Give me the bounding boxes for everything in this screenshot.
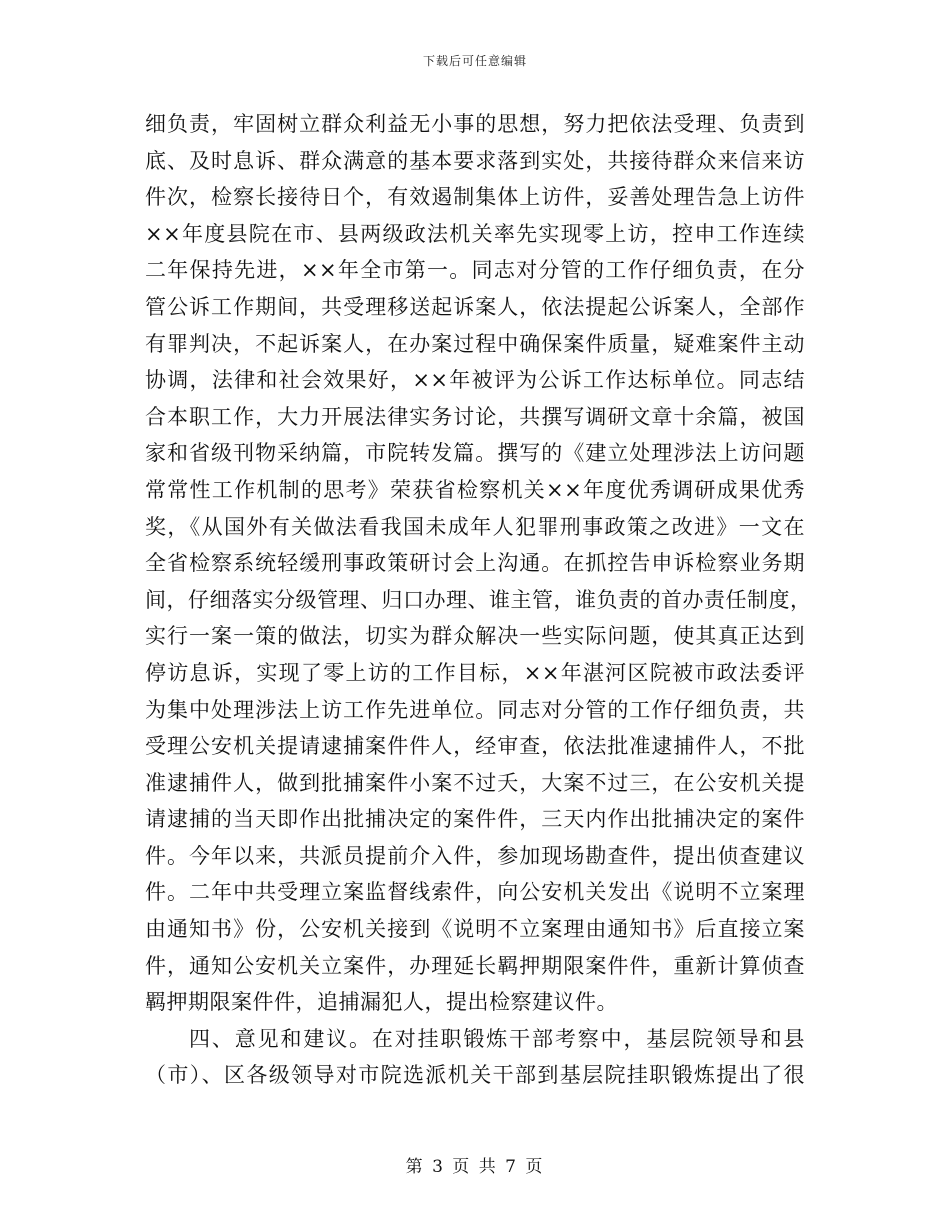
text-line: 有罪判决，不起诉案人，在办案过程中确保案件质量，疑难案件主动	[145, 331, 805, 356]
text-line: 底、及时息诉、群众满意的基本要求落到实处，共接待群众来信来访	[145, 148, 805, 173]
page-number: 第 3 页 共 7 页	[405, 1157, 545, 1177]
text-line: 实行一案一策的做法，切实为群众解决一些实际问题，使其真正达到	[145, 624, 805, 649]
text-line: 四、意见和建议。在对挂职锻炼干部考察中，基层院领导和县	[189, 1026, 805, 1051]
page-header-note: 下载后可任意编辑	[422, 54, 527, 68]
text-line: 羁押期限案件件，追捕漏犯人，提出检察建议件。	[145, 990, 618, 1015]
text-line: 受理公安机关提请逮捕案件件人，经审查，依法批准逮捕件人，不批	[145, 734, 805, 759]
text-line: 由通知书》份，公安机关接到《说明不立案理由通知书》后直接立案	[145, 917, 805, 942]
text-line: 件，通知公安机关立案件，办理延长羁押期限案件件，重新计算侦查	[145, 953, 805, 978]
text-line: 为集中处理涉法上访工作先进单位。同志对分管的工作仔细负责，共	[145, 697, 805, 722]
text-line: 管公诉工作期间，共受理移送起诉案人，依法提起公诉案人，全部作	[145, 294, 805, 319]
text-line: 细负责，牢固树立群众利益无小事的思想，努力把依法受理、负责到	[145, 112, 805, 136]
text-line: 协调，法律和社会效果好，××年被评为公诉工作达标单位。同志结	[145, 368, 805, 393]
text-line: 家和省级刊物采纳篇，市院转发篇。撰写的《建立处理涉法上访问题	[145, 441, 805, 466]
document-body	[145, 106, 812, 1094]
text-line: 件次，检察长接待日个，有效遏制集体上访件，妥善处理告急上访件	[145, 185, 805, 210]
text-line: （市）、区各级领导对市院选派机关干部到基层院挂职锻炼提出了很	[145, 1063, 805, 1088]
text-line: 请逮捕的当天即作出批捕决定的案件件，三天内作出批捕决定的案件	[145, 807, 805, 832]
text-line: 件。今年以来，共派员提前介入件，参加现场勘查件，提出侦查建议	[145, 843, 805, 868]
text-line: 奖，《从国外有关做法看我国未成年人犯罪刑事政策之改进》一文在	[145, 514, 805, 539]
text-line: 件。二年中共受理立案监督线索件，向公安机关发出《说明不立案理	[145, 880, 805, 905]
text-line: 间，仔细落实分级管理、归口办理、谁主管，谁负责的首办责任制度，	[145, 587, 812, 612]
text-line: 合本职工作，大力开展法律实务讨论，共撰写调研文章十余篇，被国	[145, 404, 805, 429]
text-line: 常常性工作机制的思考》荣获省检察机关××年度优秀调研成果优秀	[145, 477, 805, 502]
text-line: 准逮捕件人，做到批捕案件小案不过夭，大案不过三，在公安机关提	[145, 770, 805, 795]
text-line: 停访息诉，实现了零上访的工作目标，××年湛河区院被市政法委评	[145, 660, 805, 685]
text-line: ××年度县院在市、县两级政法机关率先实现零上访，控申工作连续	[145, 221, 805, 246]
text-line: 全省检察系统轻缓刑事政策研讨会上沟通。在抓控告申诉检察业务期	[145, 551, 805, 576]
text-line: 二年保持先进，××年全市第一。同志对分管的工作仔细负责，在分	[145, 258, 805, 283]
